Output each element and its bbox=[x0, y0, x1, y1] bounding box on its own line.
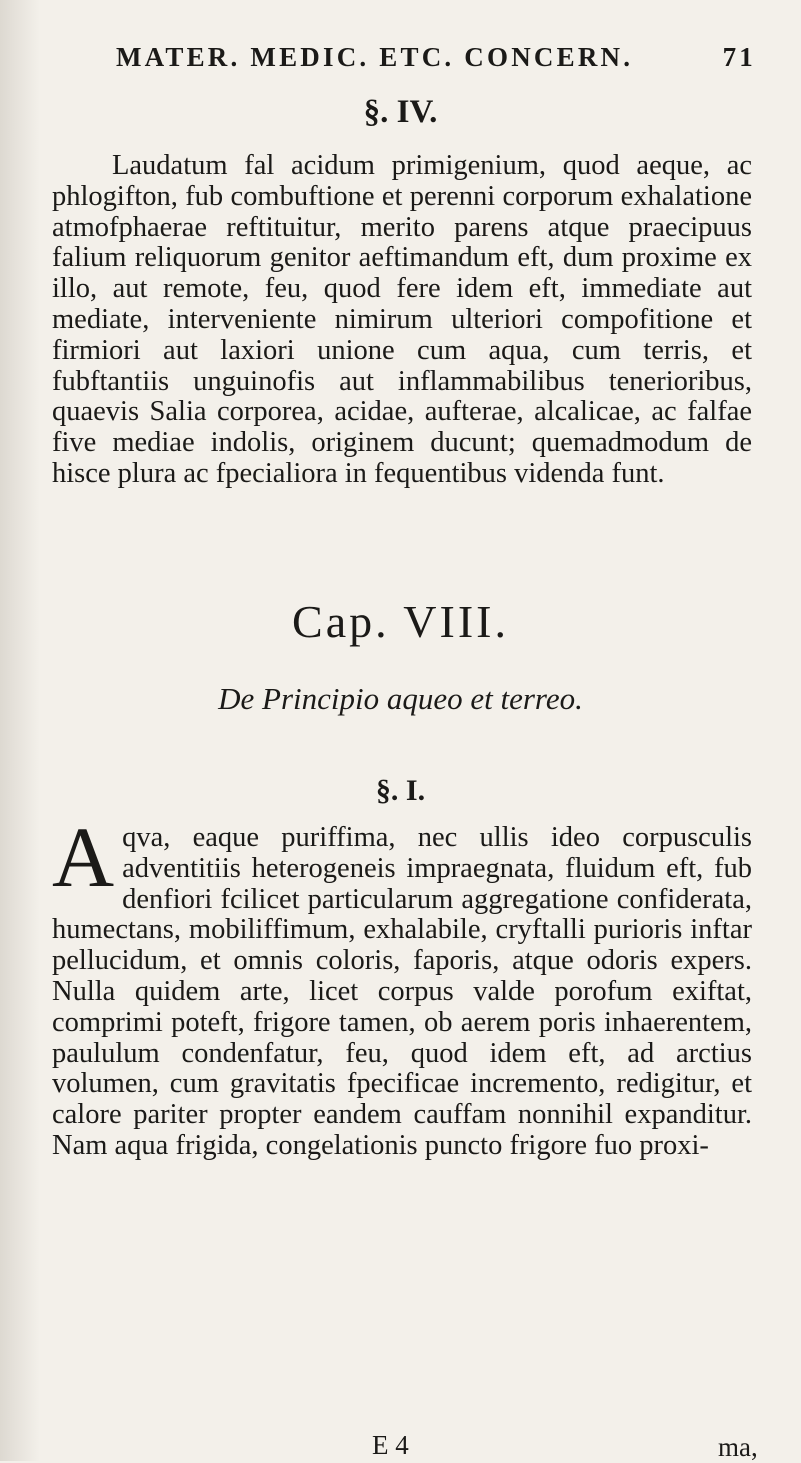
catchword: ma, bbox=[718, 1432, 758, 1462]
section-i-paragraph bbox=[52, 809, 752, 1162]
section-i-text: qva, eaque puriffima, nec ullis ideo corpusculis adventitiis heterogeneis impraegnata, fluidum eft, fub denfiori fcilicet particularum aggregatione confiderata, humectans, mobiliffimum, exhalabile, cryftalli purioris inftar pellucidum, et omnis coloris, faporis, atque odoris expers. Nulla quidem arte, licet corpus valde porofum exiftat, comprimi poteft, frigore tamen, ob aerem poris inhaerentem, paululum condenfatur, feu, quod idem eft, ad arctius volumen, cum gravitatis fpecificae incremento, redigitur, et calore pariter propter eandem cauffam nonnihil expanditur. Nam aqua frigida, congelationis puncto frigore fuo proxi- bbox=[52, 822, 752, 1161]
chapter-label: Cap. VIII. bbox=[292, 596, 509, 647]
running-head bbox=[116, 42, 756, 82]
running-head-title: MATER. MEDIC. ETC. CONCERN. bbox=[116, 42, 634, 72]
section-iv-paragraph bbox=[52, 151, 752, 490]
gutter-shadow bbox=[0, 0, 40, 1461]
section-iv-text: Laudatum fal acidum primigenium, quod aeque, ac phlogifton, fub combuftione et perenni corporum exhalatione atmofphaerae reftituitur, merito parens atque praecipuus falium reliquorum genitor aeftimandum eft, dum proxime ex illo, aut remote, feu, quod fere idem eft, immediate aut mediate, interveniente nimirum ulteriori compofitione et firmiori aut laxiori unione cum aqua, cum terris, et fubftantiis unguinofis aut inflammabilibus tenerioribus, quaevis Salia corporea, acidae, aufterae, alcalicae, ac falfae five mediae indolis, originem ducunt; quemadmodum de hisce plura ac fpecialiora in fequentibus videnda funt. bbox=[52, 150, 752, 489]
section-heading-i: §. I. bbox=[375, 774, 426, 807]
signature-mark: E 4 bbox=[372, 1430, 409, 1460]
page-number: 71 bbox=[722, 42, 756, 72]
drop-cap: A bbox=[52, 809, 115, 905]
chapter-title: De Principio aqueo et terreo. bbox=[218, 681, 583, 716]
section-heading-iv: §. IV. bbox=[363, 94, 438, 130]
